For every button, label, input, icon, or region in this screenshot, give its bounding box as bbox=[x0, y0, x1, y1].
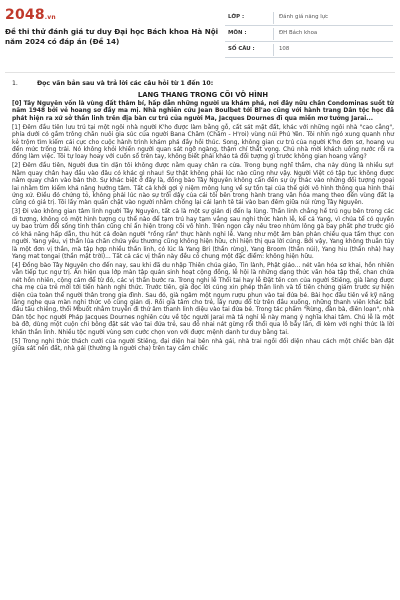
info-label: LỚP : bbox=[228, 14, 245, 20]
info-row-count bbox=[225, 42, 393, 58]
logo-text: 2048 bbox=[5, 7, 45, 23]
info-row-subject bbox=[225, 26, 393, 42]
info-value: ĐH Bách khoa bbox=[279, 30, 318, 36]
question-number: 1. bbox=[12, 80, 18, 87]
question-content bbox=[12, 80, 394, 355]
passage-paragraph: [0] Tây Nguyên vốn là vùng đất thâm bí, hấp dẫn những người ưa khám phá, nơi đây nữu chân Condominas suốt từ năm 1948 bởi vẻ hoang sơ đầy ma mị. Nhà nghiên cứu Jean Boulbet tới Bl'ao cũng với hành trang Dân tộc học đã phát hiện ra xứ sở thần linh trên địa bàn cư trú của người Ma, Jacques Dournes đi qua miền mơ tưởng Jarai... bbox=[12, 101, 394, 122]
passage-paragraph: [4] Đồng bào Tây Nguyên cho đến nay, sau khi đã du nhập Thiên chúa giáo, Tin lành, Phật giáo... nét văn hóa sơ khai, hồn nhiên vẫn tiếp tục ngự trị. Ẩn hiện qua lớp màn tập quán sinh hoạt cộng đồng, lễ hội là những dạng thức văn hóa tập thể, chan chứa nét hồn nhiên, cộng cảm để từ đó, các vị thần bước ra. Trong nghi lễ Thổi tai hay lễ Đặt tên con của người Stiêng, già làng được cha mẹ của trẻ mời tới tiến hành nghi thức. Trước tiên, già đọc lời cúng xin phép thần linh và tổ tiên chứng giám trước sự hiện diện của toàn thể người thân trong gia đình. Sau đó, già ngâm một ngụm rượu phun vào tai đứa bé. Bài học đầu tiên về kỹ năng lắng nghe qua màn nghi thức vô cùng giản dị. Rồi già tâm cho trẻ, lấy rượu đổ từ trên đầu xuống, những thanh viên khác bắt đầu tấu chiêng, thổi Mbuốt nhằm truyền đi thứ âm thanh linh diệu vào tai đứa bé. Trong tác phẩm "Rừng, đàn bà, điên loạn", nhà Dân tộc học người Pháp Jacques Dournes nghiên cứu về tộc người Jarai mà tá nghỉ lễ này mang ý nghĩa khai tâm. Chủ lễ là một bà đỡ, dùng một cuộn chỉ bông đặt sát vào tai đứa trẻ, sau đó nhai nát gừng rồi thổi qua lỗ bấy lần, đi kèm với nghi thức là lời khấn thần linh. Nhiều tộc người vùng sơn cước chọn von với được mệnh danh tư duy bằng tai. bbox=[12, 262, 394, 336]
question-header bbox=[12, 80, 394, 90]
logo-suffix: .vn bbox=[44, 14, 56, 21]
question-prompt: Đọc văn bản sau và trả lời các câu hỏi từ 1 đến 10: bbox=[37, 80, 214, 87]
info-value: Đánh giá năng lực bbox=[279, 14, 329, 20]
info-value: 108 bbox=[279, 46, 290, 52]
info-label: MÔN : bbox=[228, 30, 247, 36]
info-label: SỐ CÂU : bbox=[228, 46, 255, 52]
passage-paragraph: [5] Trong nghi thức thách cưới của người Stiêng, đại diện hai bên nhà gái, nhà trai ngồi đối diện nhau cách một chiếc bàn đặt giữa sát nền đất, nhà gái (thường là người cha) trên tay cầm chiếc bbox=[12, 338, 394, 352]
info-row-class bbox=[225, 10, 393, 26]
exam-info-box bbox=[225, 10, 393, 58]
page-header bbox=[0, 0, 400, 64]
passage-paragraph: [3] Đi vào không gian tâm linh người Tây Nguyên, tất cả là một sự giản dị đến lạ lùng. Thần linh chẳng hề trú ngụ bên trong các di tượng, không có một hình tượng cụ thể nào để tạm trú hay tạm vắng sau nghi thức hành lễ, kể cả Yang, vì chúa tể có quyền uy bao trùm đối sống tinh thần cũng chỉ ẩn hiện trong cõi vô hình. Trên ngọn cây nêu treo nhúm lông gà bay phất phơ trước gió có khả năng hấp dẫn, thu hút cả đoàn người "rồng rắn" thực hành nghi lễ. Vang như một âm bản phản chiếu qua tấm thực con người. Yang yêu, vị thần lúa chăn chứa yêu thương cũng không hiện hữu, chỉ hiện thị qua lời cúng. Bởi vậy, Yang không thuần túy là một đơn vị thần, mà tập hợp nhiều thần linh, có lúc là Yang Bri (thần rừng), Yang Broom (thần núi), Yang hiu (thần nhà) hay Yang mat tongai (thần mặt trời)... Tất cả các vị thần này đều có chung một đặc điểm: không hiện hữu. bbox=[12, 209, 394, 260]
passage-paragraph: [1] Đêm đầu tiên lưu trú tại một ngôi nhà người K'ho được làm bằng gỗ, cất sát mặt đất, khác với những ngôi nhà "cao cẳng", phía dưới có gầm trông chăn nuôi gia súc của người Bana Chăm (Chăm - H'roi) vùng núi Phú Yên. Tôi nhìn ngó xung quanh như kẻ trộm tìm kiếm cái cực cho cuộc hành trình khám phá đầy hồi thúc. Song, không gian cư trú của người K'ho đơn sơ, hoang vu đến mức trống trải. Nó không khỏi khiến người quan sát ngỡ ngàng, thậm chí thất vọng. Chủ nhà mời khách uống nước rồi ra đồng làm việc. Tôi tự loay hoay với cuốn sổ trên tay, không biết phải khảo tả đối tượng gì trước không gian hoang vắng? bbox=[12, 124, 394, 161]
header-divider bbox=[5, 72, 395, 73]
site-logo[interactable] bbox=[5, 7, 56, 23]
passage-title: LANG THANG TRONG CÕI VÔ HÌNH bbox=[137, 91, 269, 99]
passage-paragraph: [2] Đêm đầu tiên, Người đưa tin dặn tôi không được nằm quay chân ra cửa. Trong bụng nghĩ thầm, cha nảy dùng là nhiều sự! Nằm quay chân hay đầu vào đâu có khác gì nhau! Sự thật không phải lúc nào cũng như vậy. Người Việt có tập tục không được nằm quay chân vào bàn thờ. Sự khác biệt ở đây là, đồng bào Tây Nguyên không cần đến sự ủy thác vào những đối tượng ngoại lai nhằm tìm kiếm khả năng hướng tâm. Tất cả khởi gợi ý niệm mông lung về sự tồn tại của thế giới vô hình thông qua hình thái ứng xử. Điều đó chứng tỏ, không phải lúc nào sự trối dậy của cái tôi bên trong hành trang văn hóa mang theo đến vùng đất lạ cũng có giá trị. Tôi lấy màn quấn chặt vào người nhằm chống lại cái lạnh tê tái vào ban đêm giữa núi rừng Tây Nguyên. bbox=[12, 163, 394, 207]
document-title: Đề thi thử đánh giá tư duy Đại học Bách khoa Hà Nội năm 2024 có đáp án (Đề 14) bbox=[5, 27, 219, 46]
